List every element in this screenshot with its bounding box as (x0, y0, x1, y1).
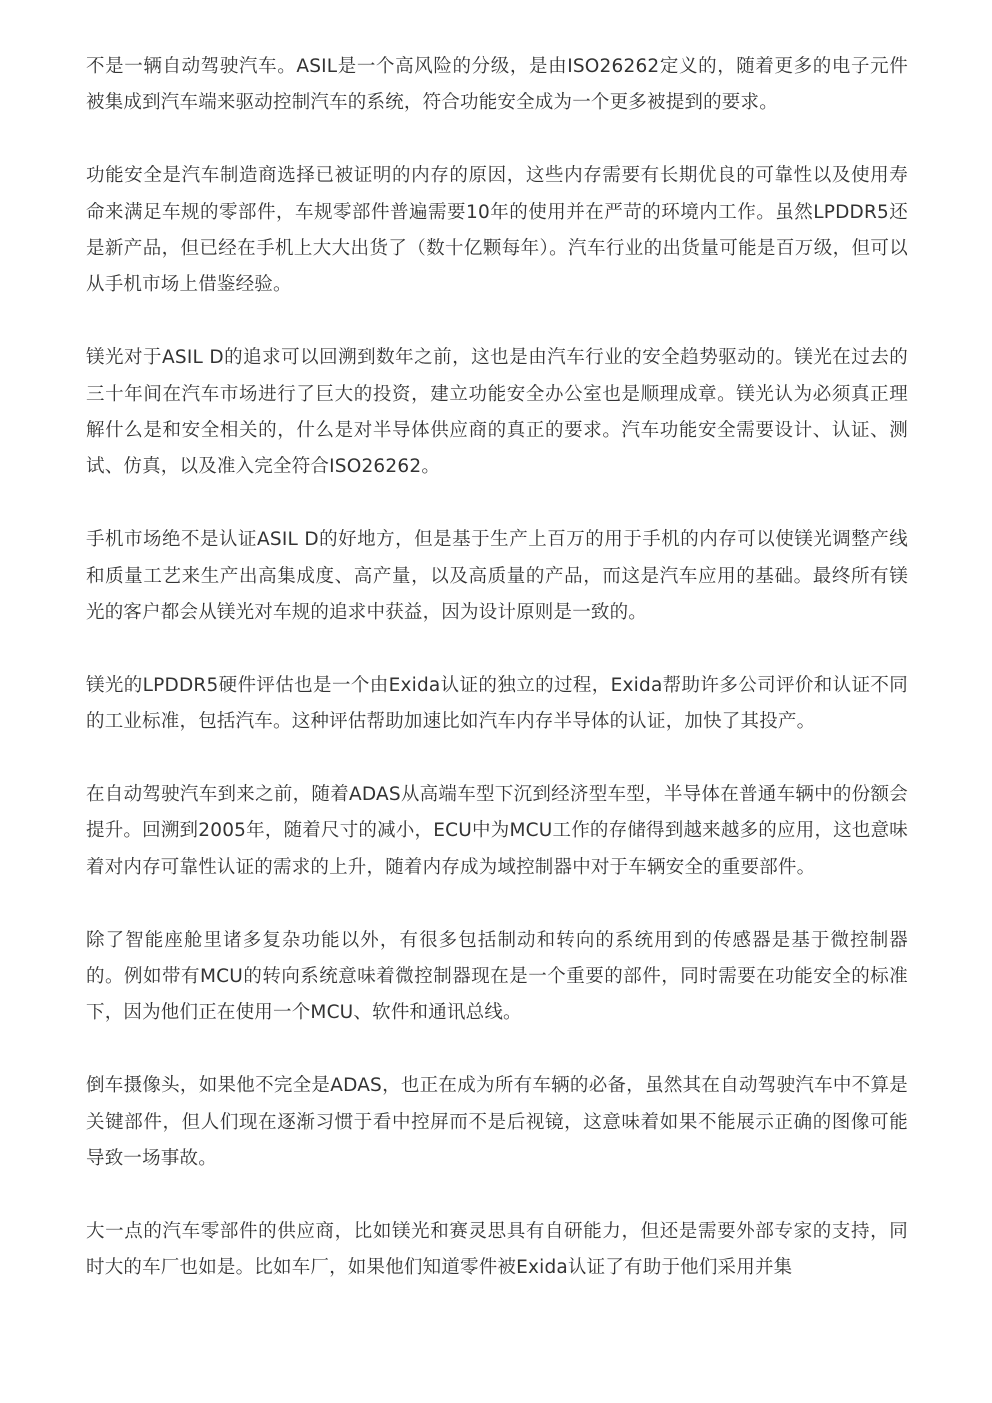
paragraph-reversing-camera: 倒车摄像头，如果他不完全是ADAS，也正在成为所有车辆的必备，虽然其在自动驾驶汽车中不算是关键部件，但人们现在逐渐习惯于看中控屏而不是后视镜，这意味着如果不能展示正确的图像可能导致一场事故。 (86, 1075, 908, 1170)
paragraph-functional-safety-memory: 功能安全是汽车制造商选择已被证明的内存的原因，这些内存需要有长期优良的可靠性以及使用寿命来满足车规的零部件，车规零部件普遍需要10年的使用并在严苛的环境内工作。虽然LPDDR5还是新产品，但已经在手机上大大出货了（数十亿颗每年）。汽车行业的出货量可能是百万级，但可以从手机市场上借鉴经验。 (86, 165, 908, 296)
paragraph-microcontrollers: 除了智能座舱里诸多复杂功能以外，有很多包括制动和转向的系统用到的传感器是基于微控制器的。例如带有MCU的转向系统意味着微控制器现在是一个重要的部件，同时需要在功能安全的标准下，因为他们正在使用一个MCU、软件和通讯总线。 (86, 929, 908, 1024)
paragraph-mobile-market: 手机市场绝不是认证ASIL D的好地方，但是基于生产上百万的用于手机的内存可以使镁光调整产线和质量工艺来生产出高集成度、高产量，以及高质量的产品，而这是汽车应用的基础。最终所有镁光的客户都会从镁光对车规的追求中获益，因为设计原则是一致的。 (86, 529, 908, 624)
article-body (86, 49, 908, 1287)
paragraph-exida-evaluation: 镁光的LPDDR5硬件评估也是一个由Exida认证的独立的过程，Exida帮助许多公司评价和认证不同的工业标准，包括汽车。这种评估帮助加速比如汽车内存半导体的认证，加快了其投产。 (86, 674, 908, 733)
paragraph-micron-asil-d: 镁光对于ASIL D的追求可以回溯到数年之前，这也是由汽车行业的安全趋势驱动的。镁光在过去的三十年间在汽车市场进行了巨大的投资，建立功能安全办公室也是顺理成章。镁光认为必须真正理解什么是和安全相关的，什么是对半导体供应商的真正的要求。汽车功能安全需要设计、认证、测试、仿真，以及准入完全符合ISO26262。 (86, 347, 908, 478)
paragraph-adas-semiconductors: 在自动驾驶汽车到来之前，随着ADAS从高端车型下沉到经济型车型，半导体在普通车辆中的份额会提升。回溯到2005年，随着尺寸的减小，ECU中为MCU工作的存储得到越来越多的应用，这也意味着对内存可靠性认证的需求的上升，随着内存成为域控制器中对于车辆安全的重要部件。 (86, 784, 908, 878)
paragraph-suppliers: 大一点的汽车零部件的供应商，比如镁光和赛灵思具有自研能力，但还是需要外部专家的支持，同时大的车厂也如是。比如车厂，如果他们知道零件被Exida认证了有助于他们采用并集 (86, 1220, 908, 1279)
paragraph-asil-intro: 不是一辆自动驾驶汽车。ASIL是一个高风险的分级，是由ISO26262定义的，随着更多的电子元件被集成到汽车端来驱动控制汽车的系统，符合功能安全成为一个更多被提到的要求。 (86, 56, 908, 114)
